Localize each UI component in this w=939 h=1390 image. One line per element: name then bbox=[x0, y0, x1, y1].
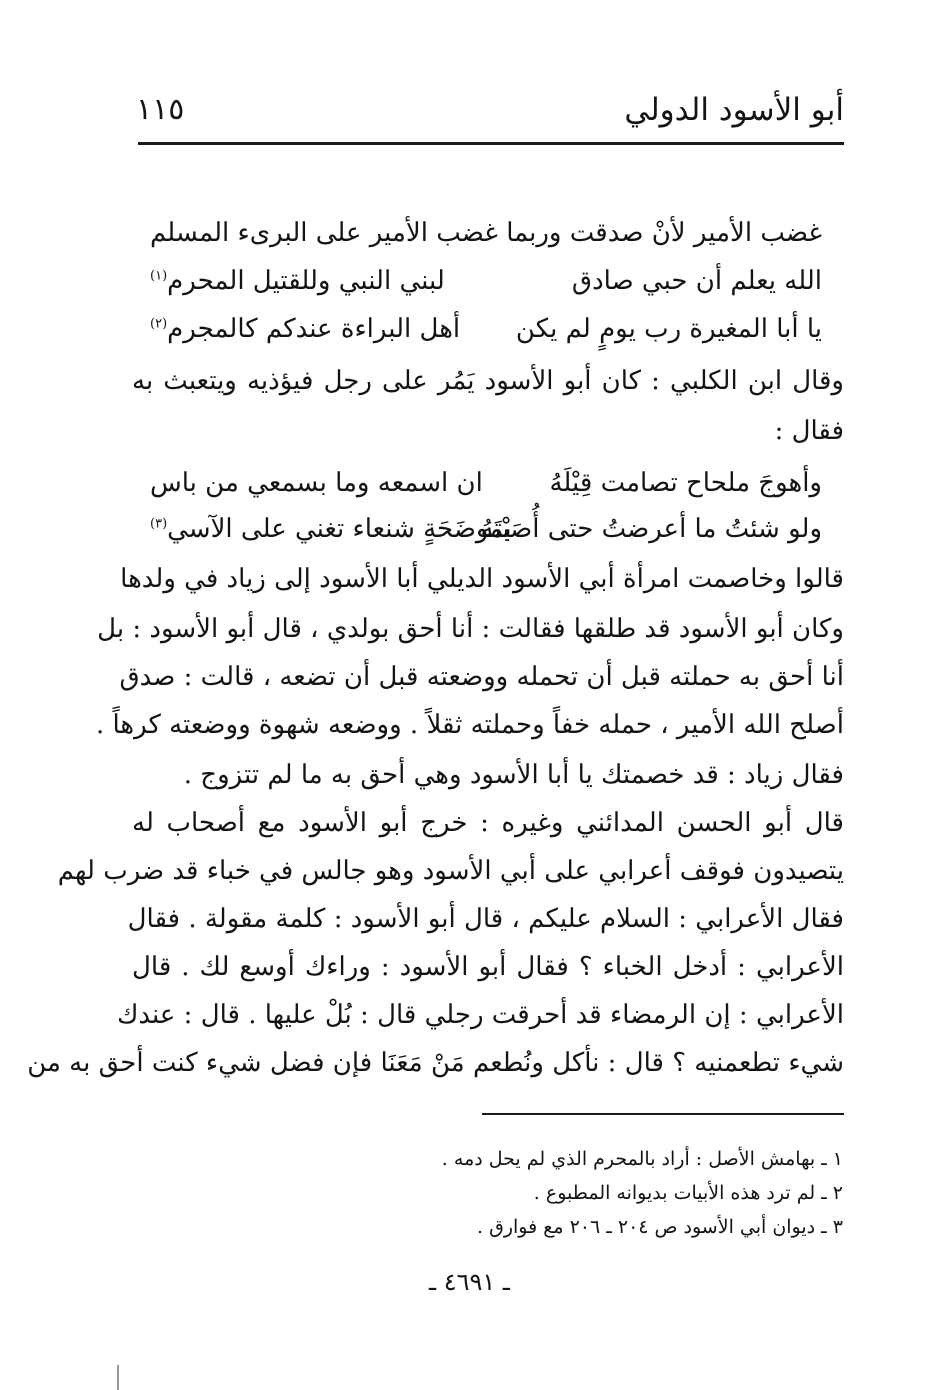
header-rule bbox=[138, 142, 844, 145]
prose-line: أنا أحق به حملته قبل أن تحمله ووضعته قبل أن تضعه ، قالت : صدق bbox=[119, 662, 844, 692]
running-head-title: أبو الأسود الدولي bbox=[624, 92, 844, 128]
verse-first-hemistich: وأهوجَ ملحاح تصامت قِيْلَهُ bbox=[549, 468, 822, 498]
verse-line bbox=[150, 514, 822, 560]
prose-line: أصلح الله الأمير ، حمله خفاً وحملته ثقلاً . ووضعه شهوة ووضعته كرهاً . bbox=[95, 710, 844, 740]
prose-line: قالوا وخاصمت امرأة أبي الأسود الديلي أبا الأسود إلى زياد في ولدها bbox=[120, 564, 844, 594]
verse-second-hemistich-text: بموضَحَةٍ شنعاء تغني على الآسي bbox=[167, 514, 512, 544]
verse-second-hemistich-text: غضب الأمير على البرىء المسلم bbox=[150, 218, 498, 248]
prose-line: الأعرابي : إن الرمضاء قد أحرقت رجلي قال : بُلْ عليها . قال : عندك bbox=[116, 1000, 844, 1030]
verse-second-hemistich bbox=[150, 218, 498, 248]
prose-line: وقال ابن الكلبي : كان أبو الأسود يَمُر على رجل فيؤذيه ويتعبث به bbox=[132, 366, 844, 396]
verse-first-hemistich: يا أبا المغيرة رب يومٍ لم يكن bbox=[515, 314, 822, 344]
prose-line: فقال زياد : قد خصمتك يا أبا الأسود وهي أحق به ما لم تتزوج . bbox=[183, 760, 844, 790]
prose-line: شيء تطعمنيه ؟ قال : نأكل ونُطعم مَنْ مَعَنَا فإن فضل شيء كنت أحق به من bbox=[27, 1048, 844, 1078]
verse-line bbox=[150, 218, 822, 264]
prose-line: يتصيدون فوقف أعرابي على أبي الأسود وهو جالس في خباء قد ضرب لهم bbox=[57, 856, 844, 886]
page-number: ١١٥ bbox=[136, 92, 185, 127]
footnote: ١ ـ بهامش الأصل : أراد بالمحرم الذي لم يحل دمه . bbox=[441, 1148, 843, 1170]
verse-second-hemistich bbox=[150, 266, 445, 296]
prose-line: الأعرابي : أدخل الخباء ؟ فقال أبو الأسود : وراءك أوسع لك . قال bbox=[132, 952, 844, 982]
verse-second-hemistich bbox=[150, 314, 460, 344]
verse-first-hemistich: ولو شئتُ ما أعرضتُ حتى أُصَبْتَهُ bbox=[480, 514, 822, 544]
footnote-marker: (١) bbox=[150, 268, 168, 284]
scan-edge-mark bbox=[117, 1365, 119, 1390]
global-page-number: ـ ٤٦٩١ ـ bbox=[429, 1268, 510, 1296]
verse-second-hemistich-text: لبني النبي وللقتيل المحرم bbox=[167, 266, 445, 296]
verse-second-hemistich bbox=[150, 514, 512, 544]
prose-line: وكان أبو الأسود قد طلقها فقالت : أنا أحق بولدي ، قال أبو الأسود : بل bbox=[97, 614, 844, 644]
verse-second-hemistich-text: أهل البراءة عندكم كالمجرم bbox=[167, 314, 461, 344]
prose-line: قال أبو الحسن المدائني وغيره : خرج أبو الأسود مع أصحاب له bbox=[132, 808, 844, 838]
verse-first-hemistich: غضب الأمير لأنْ صدقت وربما bbox=[506, 218, 822, 248]
footnote-marker: (٣) bbox=[150, 516, 168, 532]
footnote-marker: (٢) bbox=[150, 316, 168, 332]
footnote: ٢ ـ لم ترد هذه الأبيات بديوانه المطبوع . bbox=[533, 1182, 843, 1204]
verse-line bbox=[150, 314, 822, 360]
verse-line bbox=[150, 468, 822, 514]
verse-line bbox=[150, 266, 822, 312]
verse-first-hemistich: الله يعلم أن حبي صادق bbox=[571, 266, 822, 296]
running-head bbox=[136, 88, 844, 138]
footnote: ٣ ـ ديوان أبي الأسود ص ٢٠٤ ـ ٢٠٦ مع فوارق . bbox=[477, 1216, 843, 1238]
prose-line: فقال الأعرابي : السلام عليكم ، قال أبو الأسود : كلمة مقولة . فقال bbox=[127, 904, 844, 934]
verse-second-hemistich: ان اسمعه وما بسمعي من باس bbox=[150, 468, 483, 498]
prose-line: فقال : bbox=[774, 416, 844, 446]
footnote-rule bbox=[482, 1113, 844, 1115]
